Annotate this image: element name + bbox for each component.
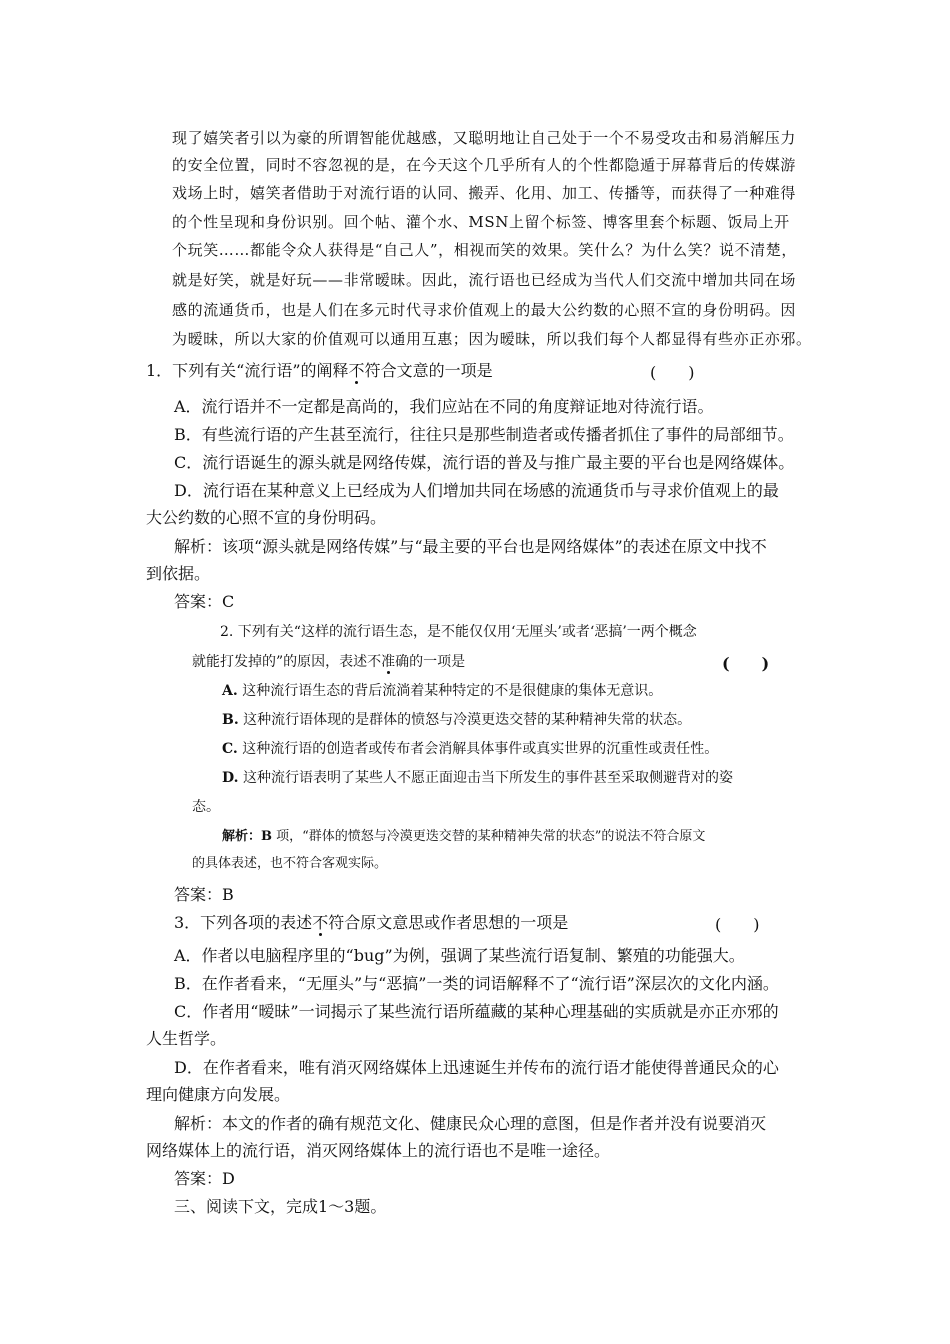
analysis-cont: 网络媒体上的流行语，消灭网络媒体上的流行语也不是唯一途径。 <box>146 1141 611 1160</box>
passage-line: 戏场上时，嬉笑者借助于对流行语的认同、搬弄、化用、加工、传播等，而获得了一种难得 <box>172 184 797 202</box>
option-label: B. <box>222 712 239 728</box>
option-text: 这种流行语生态的背后流淌着某种特定的不是很健康的集体无意识。 <box>242 683 663 699</box>
question-2-stem: 2. 下列有关“这样的流行语生态，是不能仅仅用‘无厘头’或者‘恶搞’一两个概念 <box>220 624 697 640</box>
option-text: 这种流行语体现的是群体的愤怒与冷漠更迭交替的某种精神失常的状态。 <box>243 712 692 728</box>
section-heading: 三、阅读下文，完成1～3题。 <box>174 1197 387 1216</box>
option-b: B．在作者看来，“无厘头”与“恶搞”一类的词语解释不了“流行语”深层次的文化内涵。 <box>174 974 779 993</box>
passage-line: 就是好笑，就是好玩——非常暧昧。因此，流行语也已经成为当代人们交流中增加共同在场 <box>172 271 797 289</box>
option-a <box>222 680 662 702</box>
answer: 答案：C <box>174 592 235 611</box>
analysis: 解析：该项“源头就是网络传媒”与“最主要的平台也是网络媒体”的表述在原文中找不 <box>174 537 767 556</box>
analysis-cont: 到依据。 <box>146 564 211 583</box>
answer-bracket: ( ) <box>722 654 770 673</box>
option-d-cont: 理向健康方向发展。 <box>146 1085 291 1104</box>
passage-line: 的安全位置，同时不容忽视的是，在今天这个几乎所有人的个性都隐遁于屏幕背后的传媒游 <box>172 156 797 174</box>
option-b: B．有些流行语的产生甚至流行，往往只是那些制造者或传播者抓住了事件的局部细节。 <box>174 425 794 444</box>
stem-text: 3．下列各项的表述 <box>174 913 313 932</box>
question-1-stem <box>146 360 493 382</box>
answer-bracket: ( ) <box>650 363 695 382</box>
option-d: D．流行语在某种意义上已经成为人们增加共同在场感的流通货币与寻求价值观上的最 <box>174 481 779 500</box>
option-c: C．作者用“暧昧”一词揭示了某些流行语所蕴藏的某种心理基础的实质就是亦正亦邪的 <box>174 1002 779 1021</box>
answer: 答案：B <box>174 885 234 904</box>
option-d <box>222 767 733 789</box>
option-text: 这种流行语表明了某些人不愿正面迎击当下所发生的事件甚至采取侧避背对的姿 <box>242 770 733 786</box>
option-c <box>222 738 718 760</box>
stem-text: 符合文意的一项是 <box>364 361 493 380</box>
question-2-stem-cont <box>192 651 465 673</box>
option-label: C. <box>222 741 238 757</box>
answer-bracket: ( ) <box>715 915 760 934</box>
passage-line: 的个性呈现和身份识别。回个帖、灌个水、MSN上留个标签、博客里套个标题、饭局上开 <box>172 213 790 231</box>
passage-line: 个玩笑……都能令众人获得是“自己人”，相视而笑的效果。笑什么？为什么笑？说不清楚， <box>172 241 797 259</box>
option-c-cont: 人生哲学。 <box>146 1029 227 1048</box>
question-3-stem <box>174 912 568 934</box>
passage-line: 感的流通货币，也是人们在多元时代寻求价值观上的最大公约数的心照不宣的身份明码。因 <box>172 301 797 319</box>
option-a: A．流行语并不一定都是高尚的，我们应站在不同的角度辩证地对待流行语。 <box>174 397 714 416</box>
stem-text: 确的一项是 <box>395 654 466 670</box>
passage-line: 为暧昧，所以大家的价值观可以通用互惠；因为暧昧，所以我们每个人都显得有些亦正亦邪。 <box>172 330 812 348</box>
option-d-cont: 态。 <box>192 799 220 815</box>
option-text: 这种流行语的创造者或传布者会消解具体事件或真实世界的沉重性或责任性。 <box>242 741 719 757</box>
emphasis-char: 不 <box>348 361 365 380</box>
stem-text: 符合原文意思或作者思想的一项是 <box>328 913 569 932</box>
option-label: A. <box>222 683 238 699</box>
passage-line: 现了嬉笑者引以为豪的所谓智能优越感，又聪明地让自己处于一个不易受攻击和易消解压力 <box>172 129 797 147</box>
analysis <box>222 826 705 848</box>
analysis-label: 解析：B <box>222 829 272 844</box>
emphasis-char: 准 <box>381 654 396 670</box>
option-label: D. <box>222 770 239 786</box>
option-d: D．在作者看来，唯有消灭网络媒体上迅速诞生并传布的流行语才能使得普通民众的心 <box>174 1058 779 1077</box>
analysis: 解析：本文的作者的确有规范文化、健康民众心理的意图，但是作者并没有说要消灭 <box>174 1114 767 1133</box>
option-b <box>222 709 691 731</box>
stem-text: 就能打发掉的”的原因，表述不 <box>192 654 382 670</box>
analysis-cont: 的具体表述，也不符合客观实际。 <box>192 856 388 871</box>
option-d-cont: 大公约数的心照不宣的身份明码。 <box>146 508 387 527</box>
emphasis-char: 不 <box>312 913 329 932</box>
option-a: A．作者以电脑程序里的“bug”为例，强调了某些流行语复制、繁殖的功能强大。 <box>174 946 745 965</box>
answer: 答案：D <box>174 1169 235 1188</box>
option-c: C．流行语诞生的源头就是网络传媒，流行语的普及与推广最主要的平台也是网络媒体。 <box>174 453 795 472</box>
analysis-text: 项，“群体的愤怒与冷漠更迭交替的某种精神失常的状态”的说法不符合原文 <box>276 829 706 844</box>
stem-text: 1．下列有关“流行语”的阐释 <box>146 361 349 380</box>
